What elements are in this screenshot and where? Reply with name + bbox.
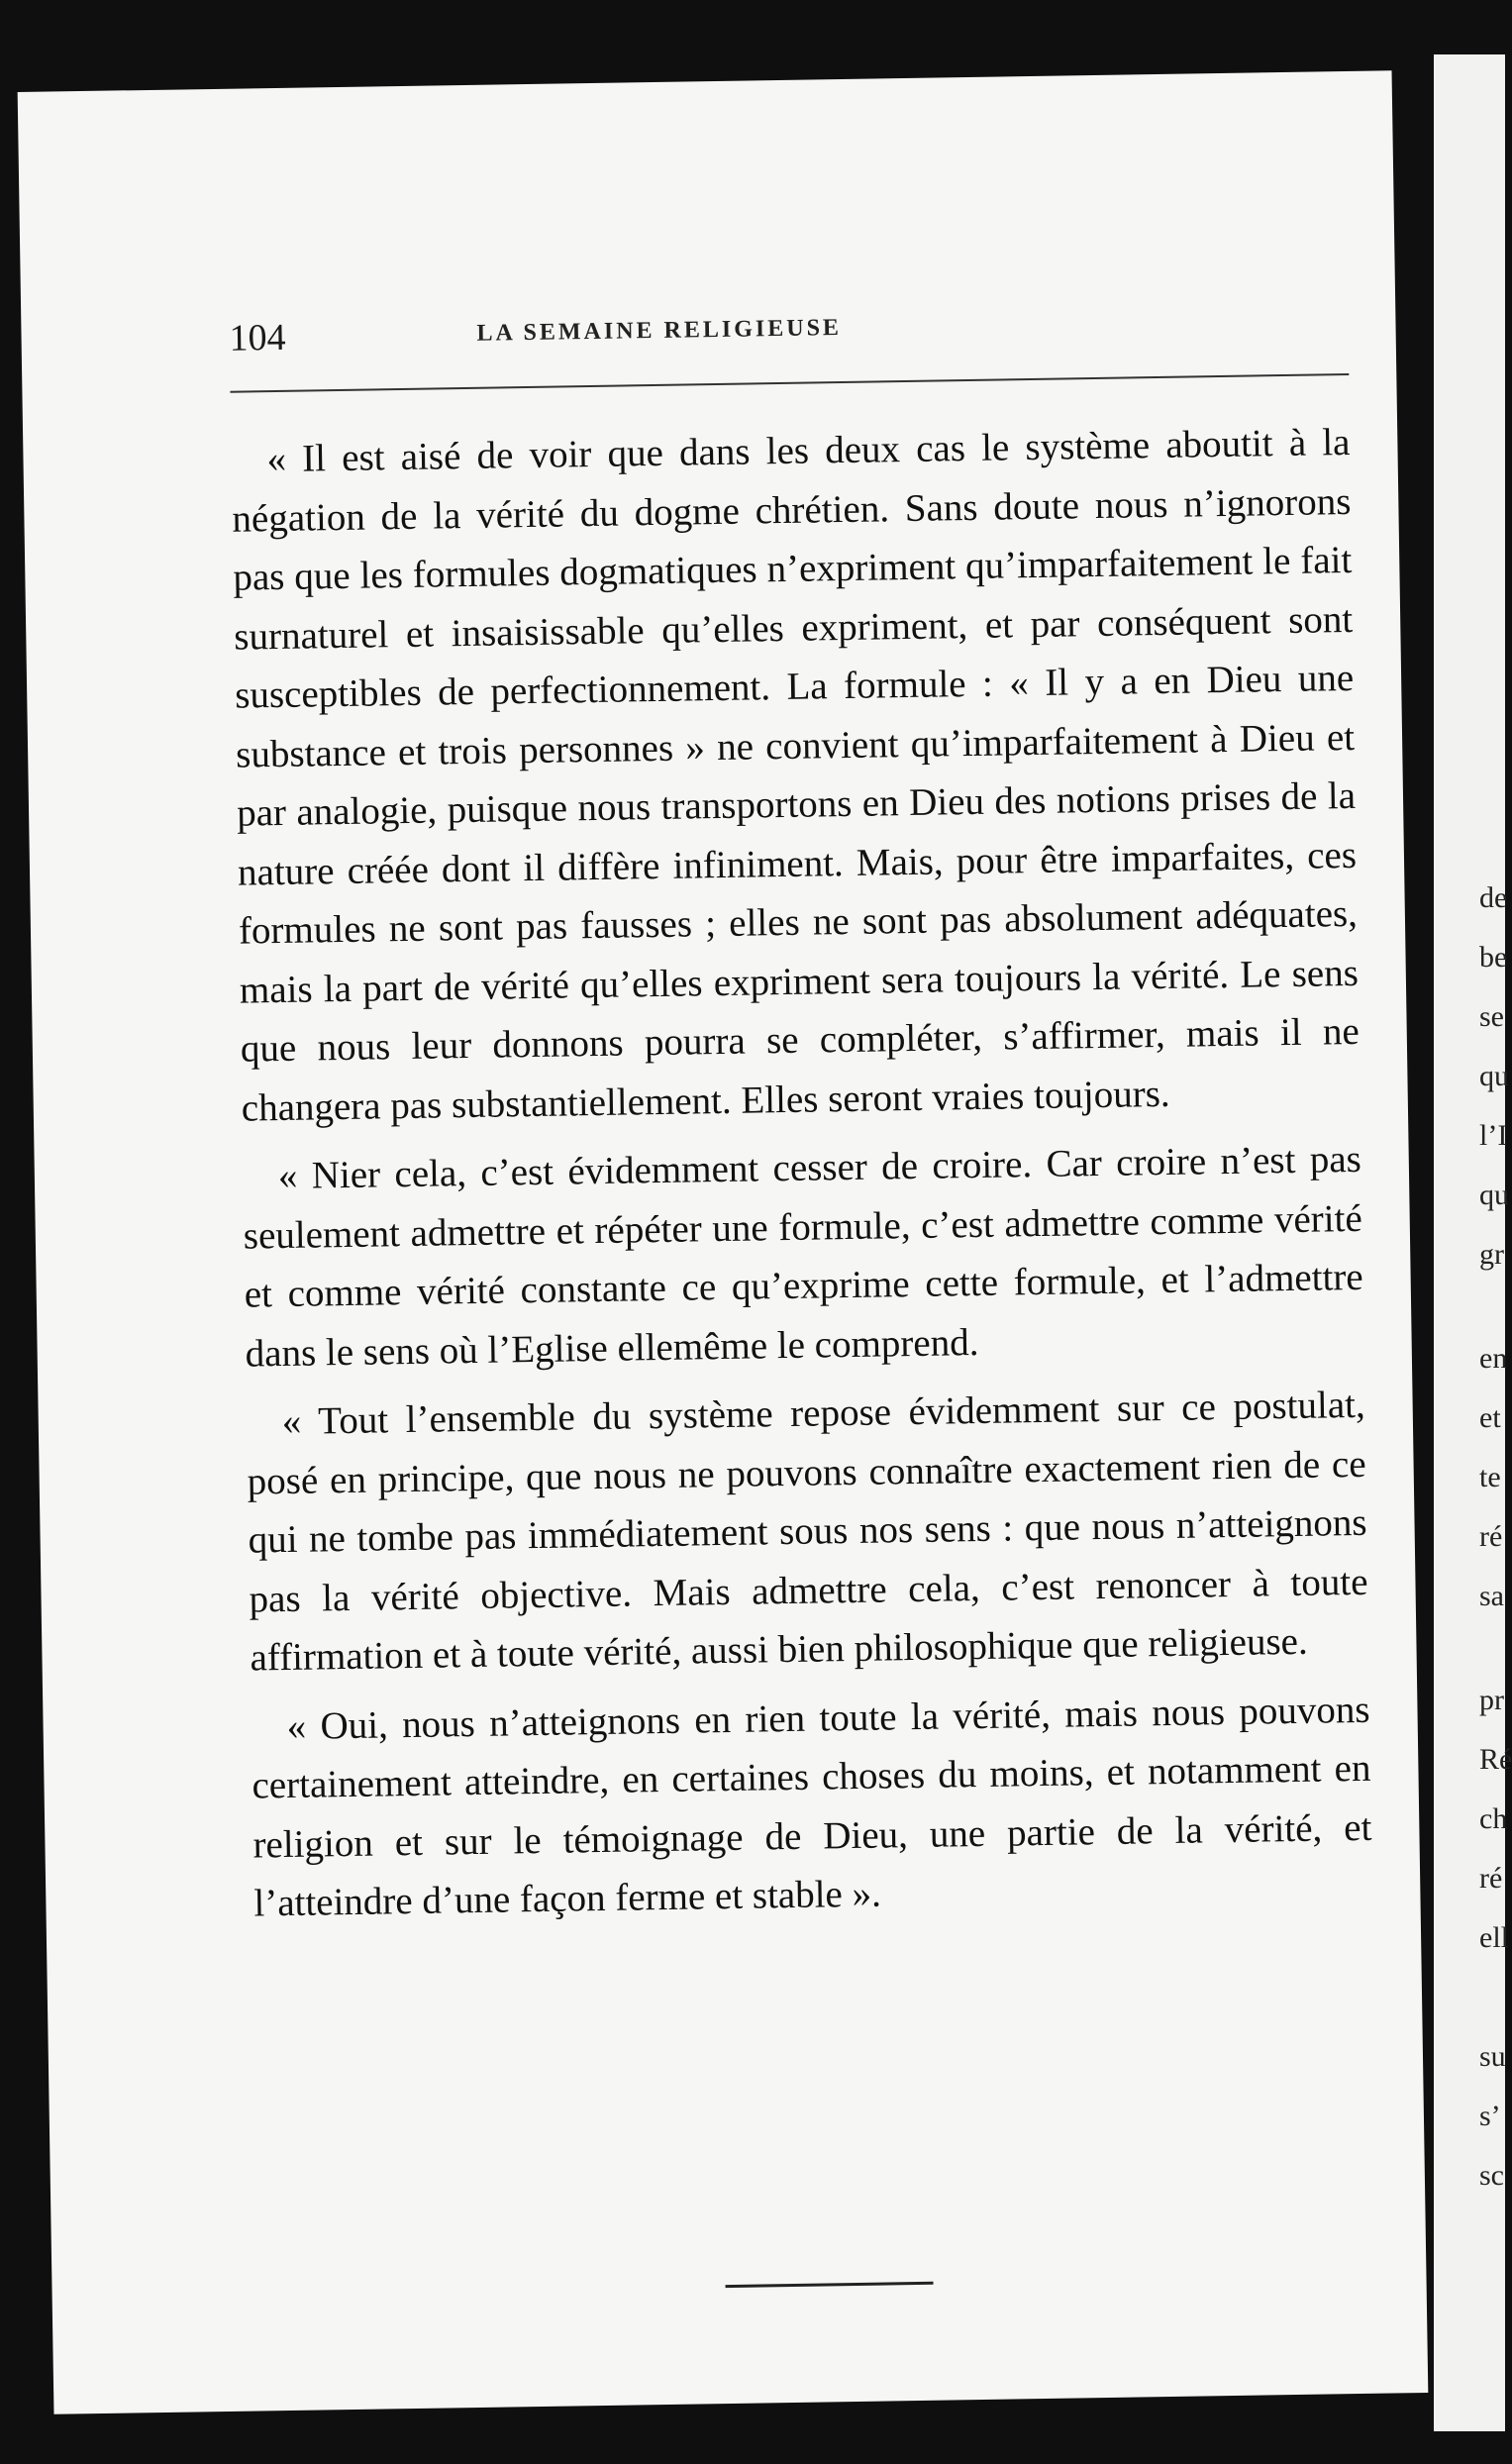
facing-page-fragment: qu <box>1479 1060 1509 1092</box>
facing-page-fragment: ré <box>1479 1862 1503 1895</box>
facing-page-fragment: l’I <box>1479 1119 1508 1152</box>
facing-page-fragment: de <box>1479 881 1508 914</box>
facing-page-fragment: te <box>1479 1461 1501 1493</box>
facing-page-fragment: sc <box>1479 2159 1504 2192</box>
paragraph: « Oui, nous n’atteignons en rien toute la vérité, mais nous pouvons certainement atteindre, en certaines choses du moins, et notamment en religion et sur le témoignage de Dieu, une partie de la vérité, et l’atteindre d’une façon ferme et stable ». <box>252 1688 1372 1925</box>
header-rule <box>230 373 1349 393</box>
facing-page-fragment: se <box>1479 1000 1504 1033</box>
paragraph: « Nier cela, c’est évidemment cesser de croire. Car croire n’est pas seulement admettre et répéter une formule, c’est admettre comme vérité et comme vérité constante ce qu’exprime cette formule, et l’admettre dans le sens où l’Eglise ellemême le comprend. <box>243 1137 1363 1376</box>
facing-page-fragment: gr <box>1479 1238 1504 1271</box>
facing-page-fragment: qu <box>1479 1179 1509 1211</box>
page-number: 104 <box>229 316 286 359</box>
facing-page-fragment: et <box>1479 1401 1501 1434</box>
facing-page-fragment: ell <box>1479 1921 1509 1954</box>
book-page <box>18 70 1429 2414</box>
article-body <box>231 413 1373 1943</box>
facing-page-fragment: sa <box>1479 1580 1504 1612</box>
paragraph: « Il est aisé de voir que dans les deux cas le système aboutit à la négation de la vérité du dogme chrétien. Sans doute nous n’ignorons pas que les formules dogmatiques n’expriment qu’imparfaitement le fait surnaturel et insaisissable qu’elles expriment, et par conséquent sont susceptibles de perfectionnement. La formule : « Il y a en Dieu une substance et trois personnes » ne convient qu’imparfaitement à Dieu et par analogie, puisque nous transportons en Dieu des notions prises de la nature créée dont il diffère infiniment. Mais, pour être imparfaites, ces formules ne sont pas fausses ; elles ne sont pas absolument adéquates, mais la part de vérité qu’elles expriment sera toujours la vérité. Le sens que nous leur donnons pourra se compléter, s’affirmer, mais il ne changera pas substantiellement. Elles seront vraies toujours. <box>232 420 1361 1130</box>
facing-page-fragment: be <box>1479 941 1508 974</box>
paragraph: « Tout l’ensemble du système repose évidemment sur ce postulat, posé en principe, que nous ne pouvons connaître exactement rien de ce qui ne tombe pas immédiatement sous nos sens : que nous n’atteignons pas la vérité objective. Mais admettre cela, c’est renoncer à toute affirmation et à toute vérité, aussi bien philosophique que religieuse. <box>247 1383 1368 1680</box>
facing-page-fragment: pr <box>1479 1684 1504 1716</box>
running-head: LA SEMAINE RELIGIEUSE <box>476 315 843 347</box>
facing-page-fragment: su <box>1479 2040 1506 2073</box>
facing-page-fragment: en <box>1479 1342 1508 1375</box>
facing-page-fragment: s’ <box>1479 2100 1501 2132</box>
facing-page-fragment: ré <box>1479 1520 1503 1553</box>
facing-page-fragment: ch <box>1479 1802 1508 1835</box>
facing-page-fragment: Ré <box>1479 1743 1512 1776</box>
page-header <box>229 299 1349 376</box>
end-rule <box>726 2282 934 2288</box>
